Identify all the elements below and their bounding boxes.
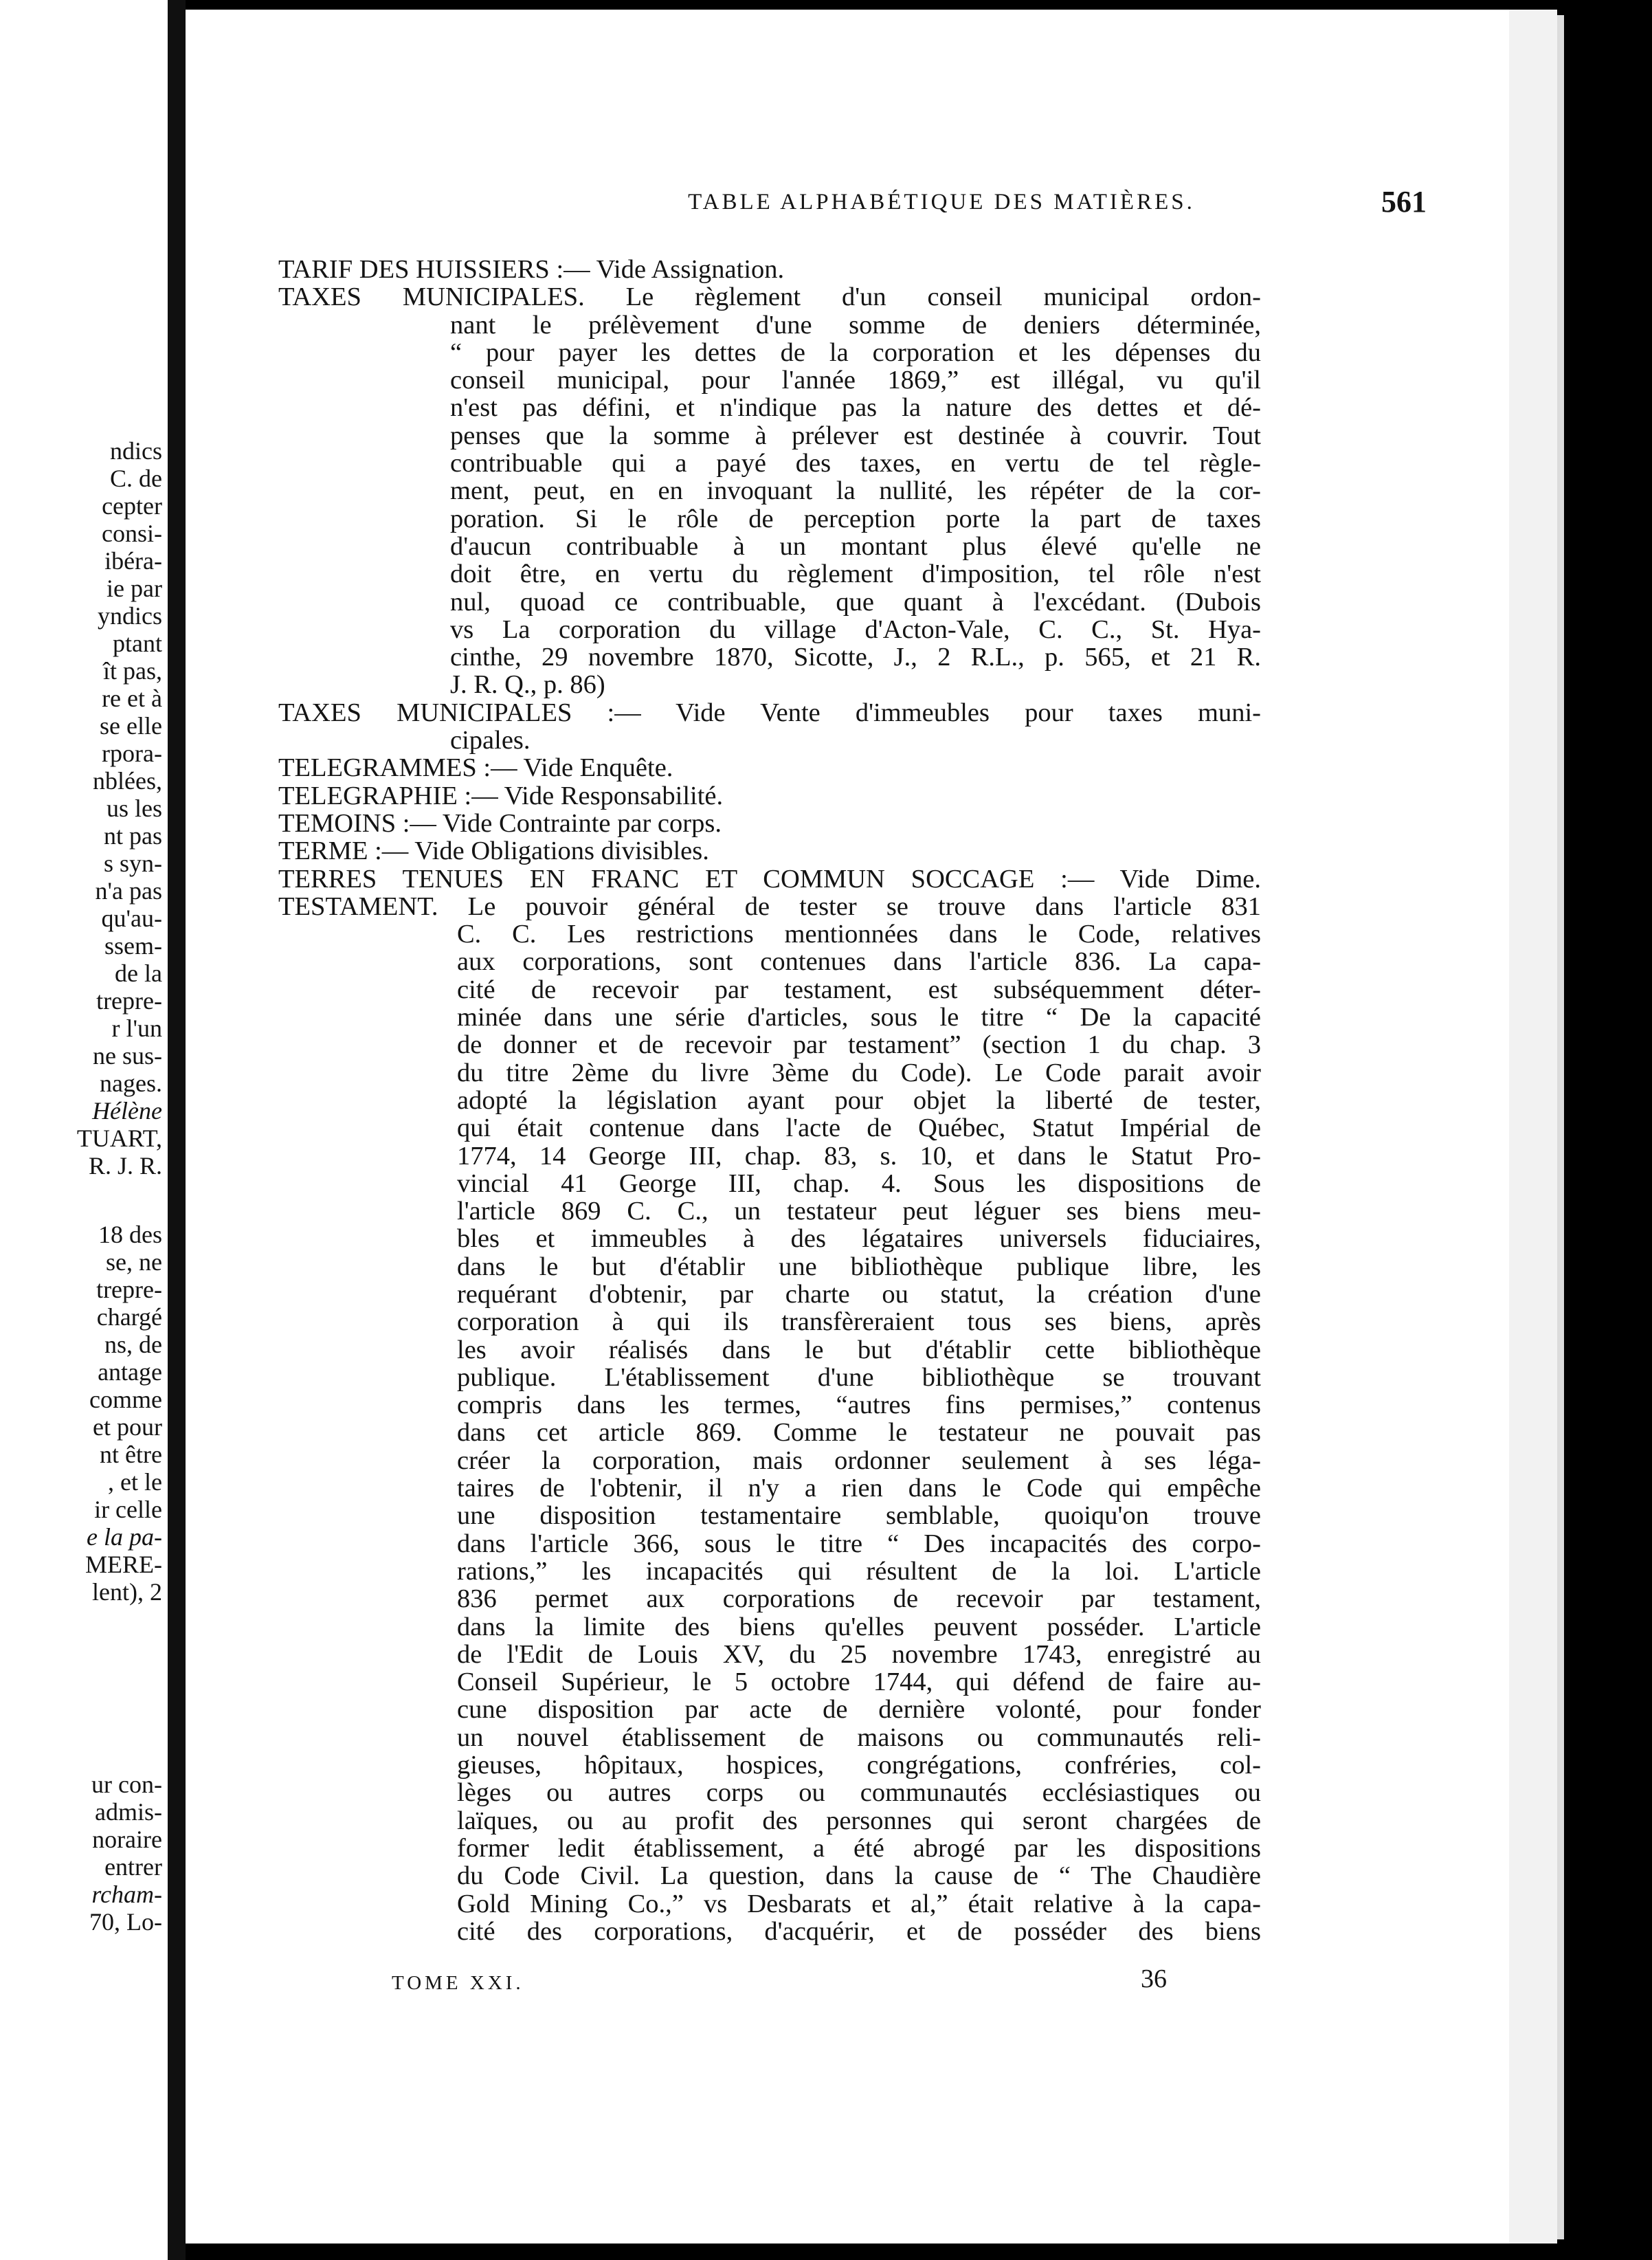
book-page (186, 10, 1509, 2244)
entry-line: J. R. Q., p. 86) (450, 671, 605, 699)
fragment-line: cepter (102, 492, 162, 520)
fragment-line: ne sus- (93, 1042, 162, 1070)
entry-line: bles et immeubles à des légataires universels fiduciaires, (457, 1225, 1261, 1253)
entry-line: dans l'article 366, sous le titre “ Des incapacités des corpo- (457, 1529, 1261, 1558)
entry-line: adopté la législation ayant pour objet la liberté de tester, (457, 1086, 1261, 1115)
entry-line: n'est pas défini, et n'indique pas la nature des dettes et dé- (450, 394, 1261, 422)
fragment-line: qu'au- (101, 905, 162, 932)
footer-tome: TOME XXI. (392, 1972, 524, 1994)
entry-line: cinthe, 29 novembre 1870, Sicotte, J., 2 R.L., p. 565, et 21 R. (450, 643, 1261, 672)
fragment-line: ir celle (94, 1496, 162, 1523)
page-edge-shadow (1557, 15, 1564, 2239)
fragment-line: se, ne (106, 1248, 162, 1276)
entry-line: dans cet article 869. Comme le testateur ne pouvait pas (457, 1419, 1261, 1447)
fragment-line: n'a pas (95, 877, 162, 905)
entry-line: TAXES MUNICIPALES :— Vide Vente d'immeubles pour taxes muni- (278, 698, 1261, 727)
entry-line: dans le but d'établir une bibliothèque publique libre, les (457, 1252, 1261, 1281)
entry-line: du Code Civil. La question, dans la cause de “ The Chaudière (457, 1862, 1261, 1890)
entry-line: cité de recevoir par testament, est subséquemment déter- (457, 975, 1261, 1004)
entry-line: “ pour payer les dettes de la corporation et les dépenses du (450, 338, 1261, 367)
fragment-line: C. de (110, 465, 162, 492)
fragment-line: se elle (100, 712, 162, 740)
fragment-line: ptant (113, 630, 162, 657)
fragment-line: r l'un (111, 1015, 162, 1042)
fragment-line: trepre- (96, 1276, 162, 1303)
page-number: 561 (1381, 185, 1427, 219)
entry-line: former ledit établissement, a été abrogé par les dispositions (457, 1834, 1261, 1863)
entry-line: TAXES MUNICIPALES. Le règlement d'un conseil municipal ordon- (278, 283, 1261, 311)
entry-line: du titre 2ème du livre 3ème du Code). Le Code parait avoir (457, 1059, 1261, 1087)
fragment-line: et pour (93, 1413, 162, 1441)
fragment-line: chargé (96, 1303, 162, 1331)
entry-line: minée dans une série d'articles, sous le titre “ De la capacité (457, 1004, 1261, 1032)
entry-line: corporation à qui ils transfèreraient tous ses biens, après (457, 1308, 1261, 1336)
entry-line: nant le prélèvement d'une somme de deniers déterminée, (450, 311, 1261, 339)
entry-line: l'article 869 C. C., un testateur peut léguer ses biens meu- (457, 1197, 1261, 1226)
fragment-line: ndics (110, 437, 162, 465)
entry-line: poration. Si le rôle de perception porte la part de taxes (450, 505, 1261, 533)
fragment-line: 70, Lo- (89, 1908, 162, 1936)
running-title: TABLE ALPHABÉTIQUE DES MATIÈRES. (688, 190, 1195, 214)
entry-line: créer la corporation, mais ordonner seulement à ses léga- (457, 1446, 1261, 1475)
entry-line: contribuable qui a payé des taxes, en vertu de tel règle- (450, 450, 1261, 478)
fragment-line: trepre- (96, 987, 162, 1015)
fragment-line: nblées, (93, 767, 162, 795)
entry-line: TESTAMENT. Le pouvoir général de tester se trouve dans l'article 831 (278, 892, 1261, 921)
fragment-line: ur con- (91, 1771, 162, 1798)
fragment-line: consi- (102, 520, 162, 547)
fragment-line: ie par (107, 575, 162, 602)
fragment-line: R. J. R. (88, 1152, 162, 1179)
entry-line: taires de l'obtenir, il n'y a rien dans le Code qui empêche (457, 1474, 1261, 1503)
fragment-line: Hélène (92, 1097, 162, 1125)
fragment-line: rcham- (91, 1881, 162, 1908)
entry-line: requérant d'obtenir, par charte ou statut, la création d'une (457, 1280, 1261, 1309)
entry-line: vincial 41 George III, chap. 4. Sous les dispositions de (457, 1169, 1261, 1198)
entry-line: TELEGRAMMES :— Vide Enquête. (278, 754, 673, 782)
entry-line: ment, peut, en en invoquant la nullité, les répéter de la cor- (450, 477, 1261, 505)
entry-line: penses que la somme à prélever est destinée à couvrir. Tout (450, 421, 1261, 450)
entry-line: dans la limite des biens qu'elles peuvent posséder. L'article (457, 1613, 1261, 1641)
fragment-line: 18 des (98, 1221, 162, 1248)
fragment-line: nages. (100, 1070, 162, 1097)
entry-line: conseil municipal, pour l'année 1869,” est illégal, vu qu'il (450, 366, 1261, 395)
entry-line: cipales. (450, 727, 531, 755)
fragment-line: , et le (108, 1468, 162, 1496)
entry-line: vs La corporation du village d'Acton-Vale, C. C., St. Hya- (450, 615, 1261, 644)
fragment-line: ît pas, (103, 657, 162, 685)
entry-line: gieuses, hôpitaux, hospices, congrégations, confréries, col- (457, 1751, 1261, 1780)
entry-line: publique. L'établissement d'une bibliothèque se trouvant (457, 1363, 1261, 1392)
book-spine (168, 0, 186, 2260)
entry-line: doit être, en vertu du règlement d'imposition, tel rôle n'est (450, 560, 1261, 588)
entry-line: TERRES TENUES EN FRANC ET COMMUN SOCCAGE :— Vide Dime. (278, 865, 1261, 893)
entry-line: laïques, ou au profit des personnes qui seront chargées de (457, 1806, 1261, 1835)
entry-line: TARIF DES HUISSIERS :— Vide Assignation. (278, 256, 785, 284)
entry-line: Gold Mining Co.,” vs Desbarats et al,” était relative à la capa- (457, 1890, 1261, 1918)
fragment-line: admis- (95, 1798, 162, 1826)
fragment-line: ssem- (104, 932, 162, 960)
fragment-line: de la (115, 960, 162, 987)
fragment-line: yndics (98, 602, 162, 630)
fragment-line: TUART, (76, 1125, 162, 1152)
fragment-line: lent), 2 (92, 1578, 162, 1606)
entry-line: une disposition testamentaire semblable, quoiqu'on trouve (457, 1502, 1261, 1530)
left-page-fragment (0, 0, 168, 2260)
fragment-line: nt pas (104, 822, 162, 850)
entry-line: cité des corporations, d'acquérir, et de posséder des biens (457, 1917, 1261, 1946)
entry-line: d'aucun contribuable à un montant plus élevé qu'elle ne (450, 532, 1261, 561)
entry-line: TELEGRAPHIE :— Vide Responsabilité. (278, 782, 724, 810)
entry-line: rations,” les incapacités qui résultent de la loi. L'article (457, 1557, 1261, 1586)
entry-line: nul, quoad ce contribuable, que quant à l'excédant. (Dubois (450, 588, 1261, 616)
fragment-line: antage (98, 1358, 162, 1386)
entry-line: un nouvel établissement de maisons ou communautés reli- (457, 1723, 1261, 1752)
fragment-line: us les (107, 795, 162, 822)
fragment-line: rpora- (102, 740, 162, 767)
entry-line: les avoir réalisés dans le but d'établir cette bibliothèque (457, 1336, 1261, 1364)
fragment-line: ibéra- (104, 547, 162, 575)
entry-line: 1774, 14 George III, chap. 83, s. 10, et dans le Statut Pro- (457, 1142, 1261, 1170)
fragment-line: comme (89, 1386, 162, 1413)
entry-line: de donner et de recevoir par testament” (section 1 du chap. 3 (457, 1031, 1261, 1059)
entry-line: compris dans les termes, “autres fins permises,” contenus (457, 1391, 1261, 1419)
fragment-line: re et à (102, 685, 162, 712)
fragment-line: e la pa- (87, 1523, 162, 1551)
signature-mark: 36 (1141, 1964, 1167, 1993)
entry-line: cune disposition par acte de dernière volonté, pour fonder (457, 1696, 1261, 1724)
entry-line: TEMOINS :— Vide Contrainte par corps. (278, 809, 722, 838)
fragment-line: s syn- (103, 850, 162, 877)
entry-line: aux corporations, sont contenues dans l'article 836. La capa- (457, 948, 1261, 976)
page-edge (1509, 10, 1557, 2244)
entry-line: qui était contenue dans l'acte de Québec, Statut Impérial de (457, 1114, 1261, 1142)
page-body (278, 256, 1261, 1945)
entry-line: C. C. Les restrictions mentionnées dans le Code, relatives (457, 920, 1261, 949)
fragment-line: entrer (104, 1853, 162, 1881)
fragment-line: noraire (92, 1826, 162, 1853)
fragment-line: ns, de (104, 1331, 162, 1358)
fragment-line: nt être (100, 1441, 162, 1468)
fragment-line: MERE- (85, 1551, 162, 1578)
entry-line: TERME :— Vide Obligations divisibles. (278, 837, 709, 865)
entry-line: lèges ou autres corps ou communautés ecclésiastiques ou (457, 1779, 1261, 1807)
entry-line: Conseil Supérieur, le 5 octobre 1744, qui défend de faire au- (457, 1668, 1261, 1696)
entry-line: 836 permet aux corporations de recevoir par testament, (457, 1585, 1261, 1613)
entry-line: de l'Edit de Louis XV, du 25 novembre 1743, enregistré au (457, 1640, 1261, 1669)
